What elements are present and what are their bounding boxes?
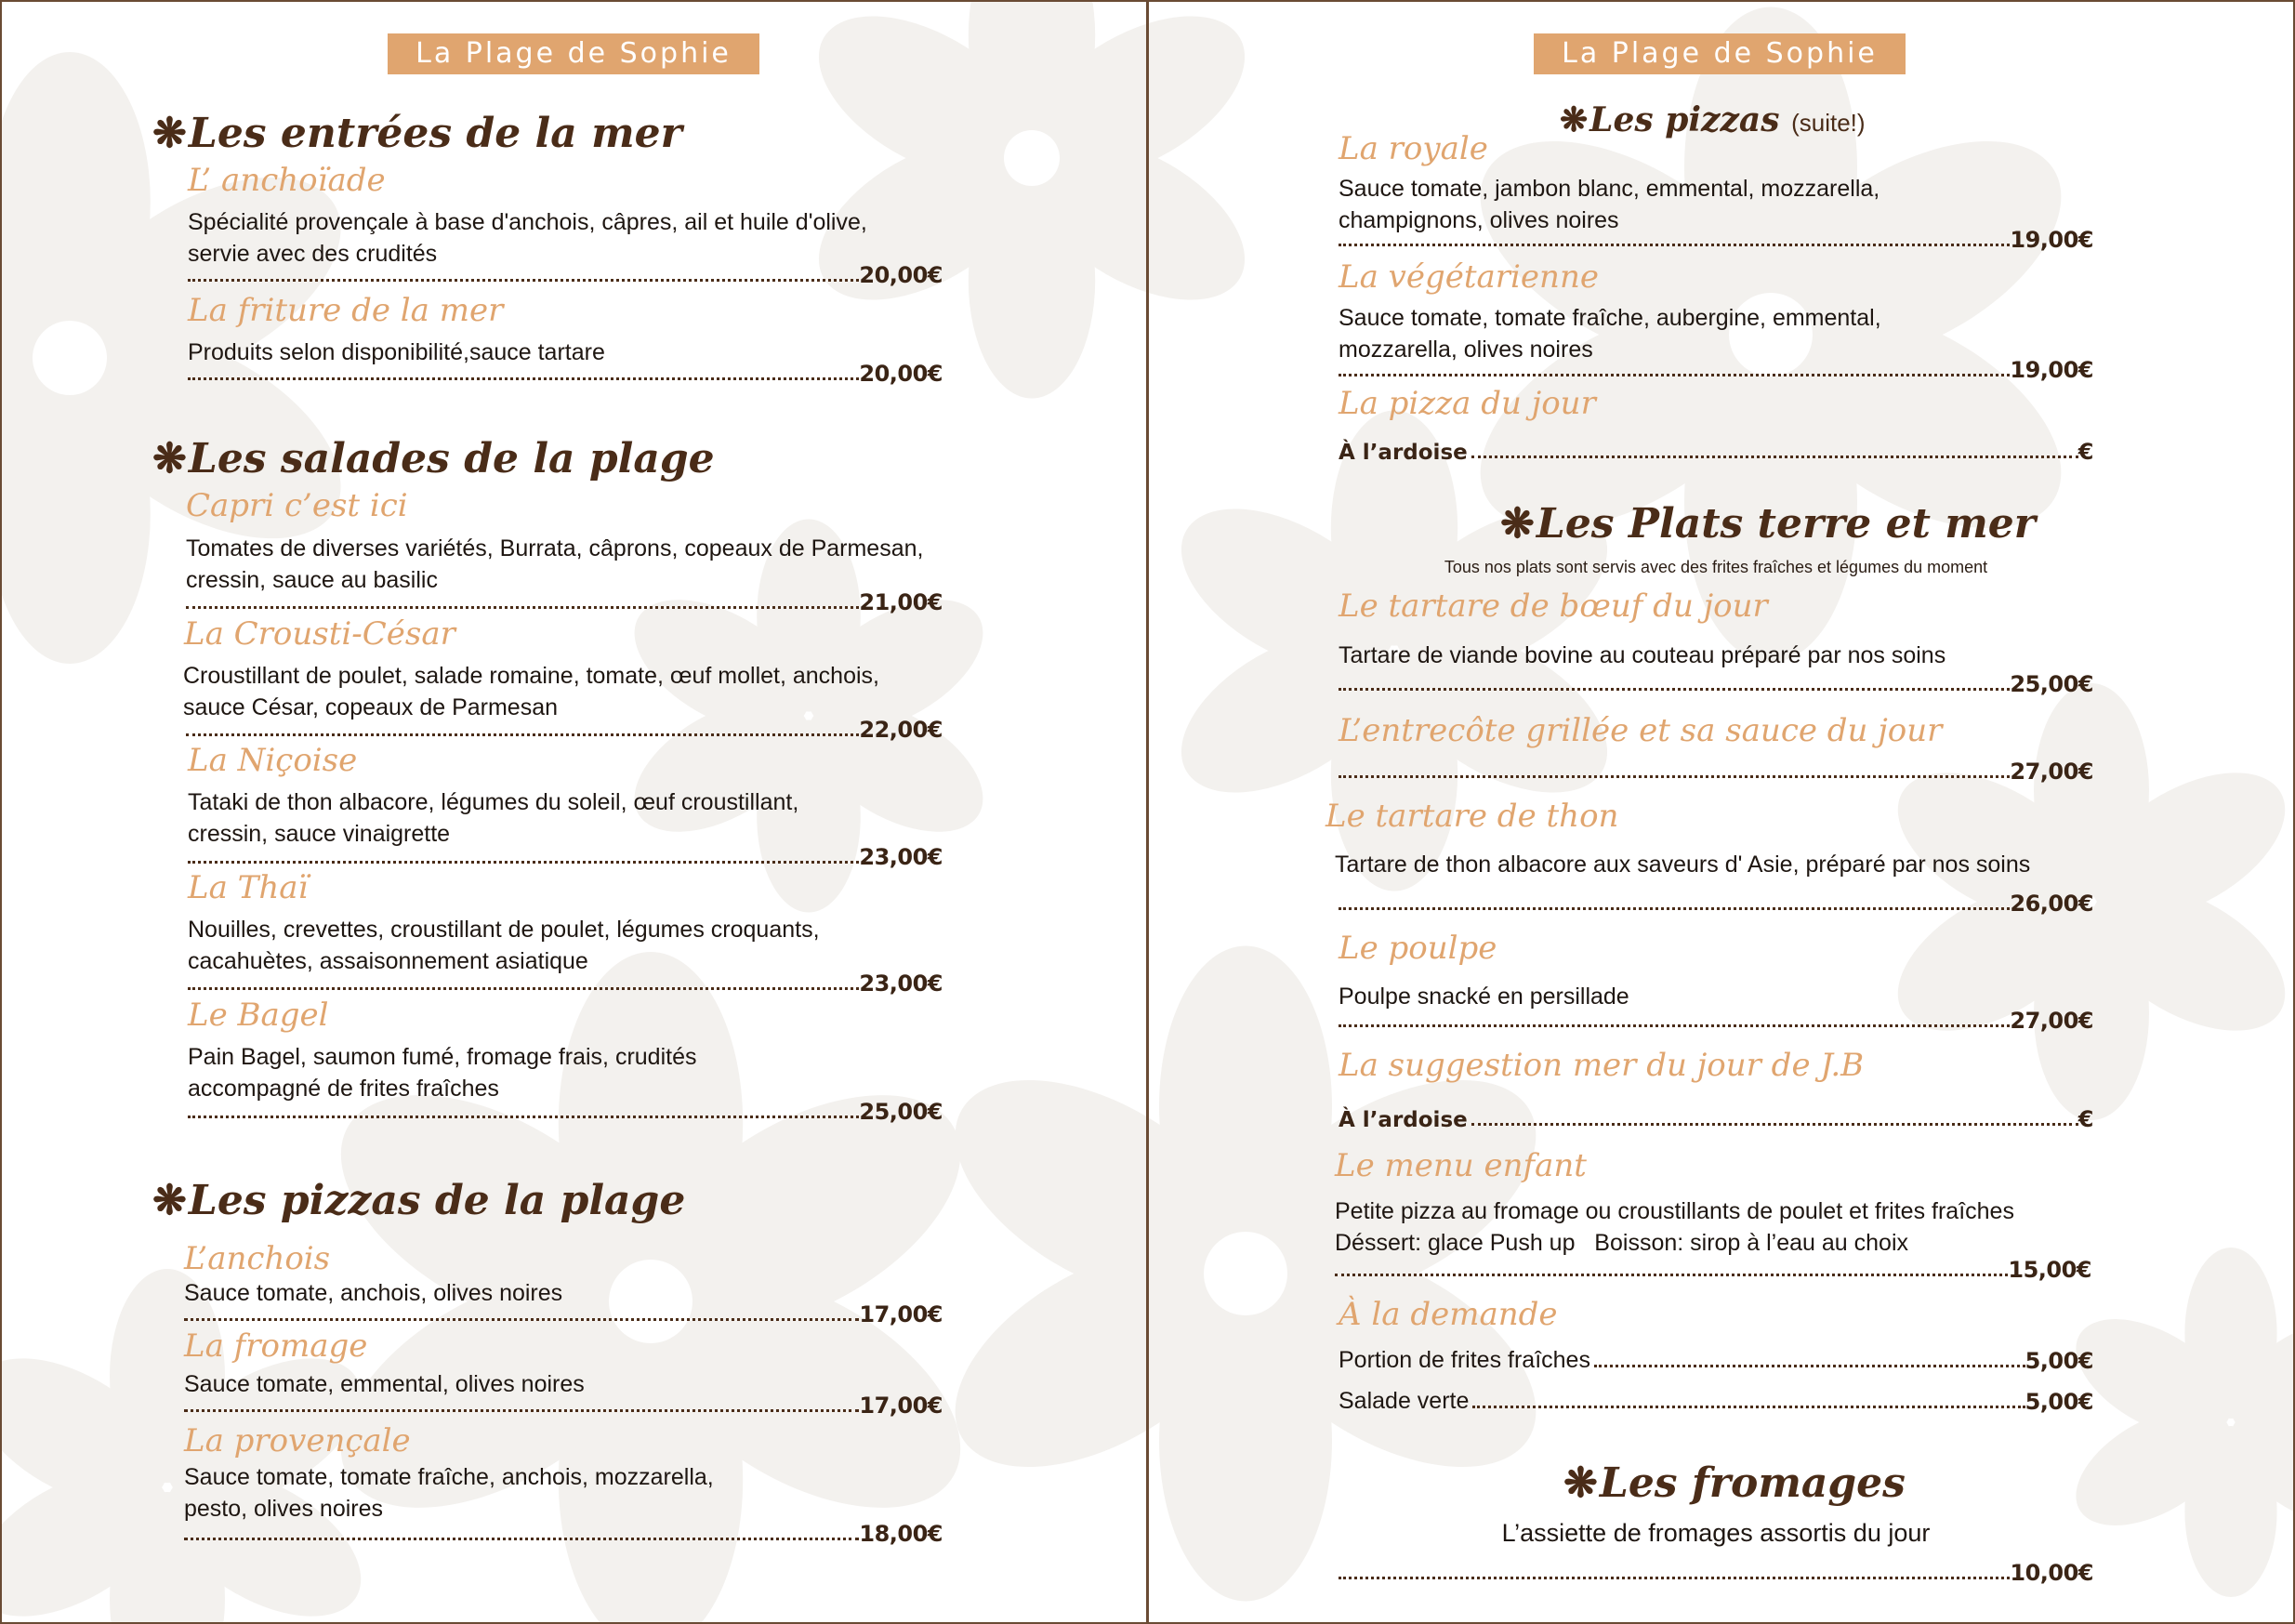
price-line — [1339, 755, 2093, 785]
dish-price: 17,00€ — [859, 1301, 943, 1327]
dish-price: 15,00€ — [2008, 1257, 2091, 1283]
dish-description: Sauce tomate, tomate fraîche, aubergine, emmental, mozzarella, olives noires — [1339, 305, 1881, 363]
side-item-label: Salade verte — [1339, 1388, 1470, 1414]
dish-description: Pain Bagel, saumon fumé, fromage frais, crudités accompagné de frites fraîches — [188, 1044, 697, 1102]
price-line — [188, 840, 943, 870]
price-line — [1339, 435, 2093, 465]
dish-price: 23,00€ — [859, 844, 943, 870]
menu-page-left — [0, 0, 1146, 1624]
dish-name: La friture de la mer — [188, 292, 504, 329]
dish-price: 17,00€ — [859, 1393, 943, 1419]
dish-name: À la demande — [1339, 1296, 1558, 1333]
price-line — [1339, 1556, 2093, 1586]
side-item-label: Portion de frites fraîches — [1339, 1347, 1590, 1373]
dish-price: 10,00€ — [2010, 1560, 2093, 1586]
dish-price: 22,00€ — [859, 717, 943, 743]
dish-description: Tataki de thon albacore, légumes du soleil, œuf croustillant, cressin, sauce vinaigrette — [188, 789, 799, 847]
dish-name: La végétarienne — [1339, 258, 1599, 296]
menu-page-right — [1149, 0, 2295, 1624]
price-line — [188, 1095, 943, 1125]
dish-description: Spécialité provençale à base d'anchois, câpres, ail et huile d'olive, servie avec des crudités — [188, 209, 867, 267]
price-line — [1339, 1385, 2093, 1415]
price-line — [1339, 223, 2093, 253]
dish-price: € — [2077, 439, 2093, 465]
dish-name: Capri c’est ici — [186, 487, 408, 524]
dish-price-label: À l’ardoise — [1339, 441, 1468, 465]
dish-price: 19,00€ — [2010, 227, 2093, 253]
price-line — [186, 586, 943, 615]
dish-price: 21,00€ — [859, 589, 943, 615]
dish-description: Sauce tomate, emmental, olives noires — [184, 1371, 585, 1397]
dish-price: 25,00€ — [859, 1099, 943, 1125]
dish-description: Sauce tomate, tomate fraîche, anchois, mozzarella, pesto, olives noires — [184, 1464, 714, 1522]
restaurant-name-banner: La Plage de Sophie — [388, 33, 759, 74]
dish-price: 27,00€ — [2010, 1008, 2093, 1034]
price-line — [186, 713, 943, 743]
flower-bullet-icon: ❋ — [1563, 1459, 1598, 1507]
dish-name: Le tartare de thon — [1326, 798, 1619, 835]
dish-description: Sauce tomate, anchois, olives noires — [184, 1280, 563, 1306]
fromages-description: L’assiette de fromages assortis du jour — [1501, 1519, 1931, 1547]
dish-name: La provençale — [184, 1422, 411, 1459]
dish-description: Sauce tomate, jambon blanc, emmental, mozzarella, champignons, olives noires — [1339, 176, 1880, 233]
dish-price: 20,00€ — [859, 262, 943, 288]
price-line — [1339, 887, 2093, 917]
section-title-plats: ❋Les Plats terre et mer — [1500, 500, 2036, 548]
restaurant-name-banner: La Plage de Sophie — [1534, 33, 1906, 74]
dish-price: 27,00€ — [2010, 759, 2093, 785]
price-line — [184, 1517, 943, 1547]
flower-bullet-icon: ❋ — [152, 435, 187, 482]
dish-name: La Niçoise — [188, 742, 358, 779]
dish-description: Poulpe snacké en persillade — [1339, 984, 1629, 1010]
dish-price: 25,00€ — [2010, 671, 2093, 697]
price-line — [1339, 353, 2093, 383]
dish-name: Le Bagel — [188, 997, 329, 1034]
dish-price: € — [2077, 1106, 2093, 1132]
dish-price-label: À l’ardoise — [1339, 1108, 1468, 1132]
dish-name: Le poulpe — [1339, 930, 1497, 967]
dish-description: Tartare de thon albacore aux saveurs d' Asie, préparé par nos soins — [1335, 852, 2031, 878]
price-line — [1339, 1004, 2093, 1034]
flower-bullet-icon: ❋ — [1560, 100, 1589, 139]
plats-note: Tous nos plats sont servis avec des frites fraîches et légumes du moment — [1444, 558, 1988, 576]
section-title-fromages: ❋Les fromages — [1563, 1459, 1906, 1507]
dish-name: La Crousti-César — [184, 615, 455, 653]
price-line — [188, 357, 943, 387]
flower-bullet-icon: ❋ — [1500, 500, 1535, 548]
dish-price: 19,00€ — [2010, 357, 2093, 383]
section-title-salades: ❋Les salades de la plage — [152, 435, 715, 482]
dish-name: L’ anchoïade — [188, 162, 386, 199]
dish-name: La pizza du jour — [1339, 385, 1596, 422]
price-line — [1339, 1102, 2093, 1132]
dish-name: La fromage — [184, 1327, 368, 1365]
price-line — [188, 258, 943, 288]
section-title-pizzas: ❋Les pizzas de la plage — [152, 1177, 686, 1224]
dish-description: Produits selon disponibilité,sauce tartare — [188, 339, 605, 365]
dish-description: Croustillant de poulet, salade romaine, tomate, œuf mollet, anchois, sauce César, copeaux de Parmesan — [183, 663, 879, 720]
dish-name: L’anchois — [184, 1240, 331, 1277]
dish-name: L’entrecôte grillée et sa sauce du jour — [1339, 712, 1943, 749]
dish-name: Le menu enfant — [1335, 1147, 1587, 1184]
price-line — [1339, 667, 2093, 697]
dish-name: La Thaï — [188, 869, 309, 906]
dish-price: 5,00€ — [2025, 1348, 2093, 1374]
dish-name: La suggestion mer du jour de J.B — [1339, 1047, 1865, 1084]
dish-description: Petite pizza au fromage ou croustillants de poulet et frites fraîches Déssert: glace Push up Boisson: sirop à l’eau au choix — [1335, 1198, 2014, 1256]
dish-price: 20,00€ — [859, 361, 943, 387]
dish-price: 18,00€ — [859, 1521, 943, 1547]
dish-price: 26,00€ — [2010, 891, 2093, 917]
dish-description: Tartare de viande bovine au couteau préparé par nos soins — [1339, 642, 1946, 668]
dish-name: La royale — [1339, 130, 1488, 167]
price-line — [1339, 1344, 2093, 1374]
price-line — [184, 1389, 943, 1419]
dish-price: 5,00€ — [2025, 1389, 2093, 1415]
price-line — [1335, 1253, 2091, 1283]
dish-name: Le tartare de bœuf du jour — [1339, 588, 1768, 625]
dish-description: Tomates de diverses variétés, Burrata, câprons, copeaux de Parmesan, cressin, sauce au basilic — [186, 535, 924, 593]
section-title-pizzas-suite: ❋Les pizzas (suite!) — [1560, 100, 1866, 139]
price-line — [188, 967, 943, 997]
flower-bullet-icon: ❋ — [152, 110, 187, 157]
price-line — [184, 1298, 943, 1327]
dish-price: 23,00€ — [859, 970, 943, 997]
section-title-entrees: ❋Les entrées de la mer — [152, 110, 682, 157]
flower-bullet-icon: ❋ — [152, 1177, 187, 1224]
dish-description: Nouilles, crevettes, croustillant de poulet, légumes croquants, cacahuètes, assaisonnement asiatique — [188, 917, 820, 974]
